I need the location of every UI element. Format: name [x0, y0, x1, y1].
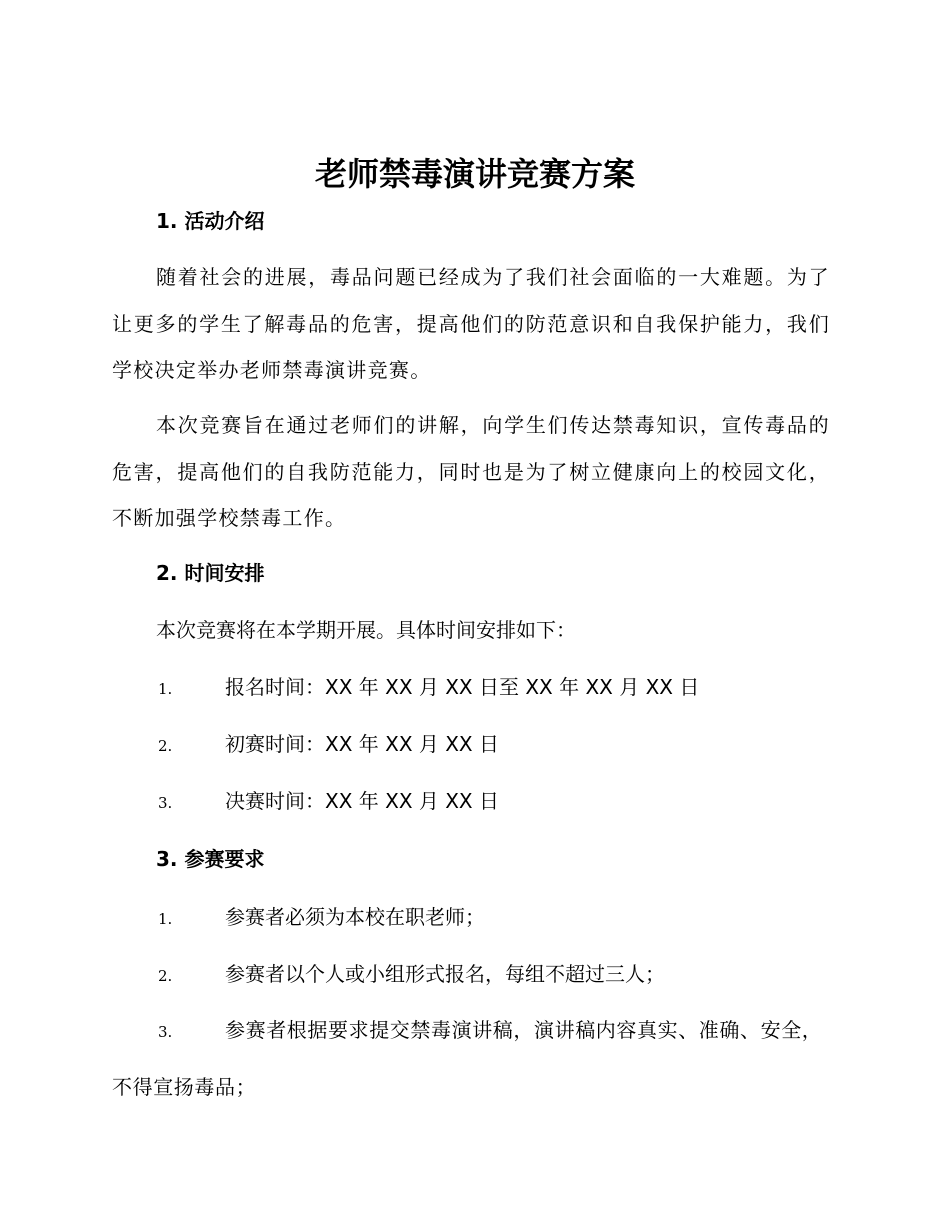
- paragraph-intro-2: 本次竞赛旨在通过老师们的讲解，向学生们传达禁毒知识，宣传毒品的危害，提高他们的自我防范能力，同时也是为了树立健康向上的校园文化，不断加强学校禁毒工作。: [112, 413, 830, 530]
- schedule-intro: 本次竞赛将在本学期开展。具体时间安排如下：: [156, 618, 576, 642]
- list-item-number: 1.: [158, 680, 173, 698]
- list-item: [0, 902, 950, 932]
- section-heading-schedule: 2. 时间安排: [156, 561, 265, 585]
- document-title: 老师禁毒演讲竞赛方案: [314, 155, 635, 193]
- list-item-number: 2.: [158, 737, 173, 755]
- list-item-text: 参赛者根据要求提交禁毒演讲稿，演讲稿内容真实、准确、安全，不得宣扬毒品；: [112, 1018, 823, 1099]
- list-item-text: 初赛时间：XX 年 XX 月 XX 日: [225, 732, 499, 756]
- list-item: [0, 959, 950, 989]
- list-item: [0, 672, 950, 702]
- list-item-text: 决赛时间：XX 年 XX 月 XX 日: [225, 789, 499, 813]
- list-item-number: 1.: [158, 910, 173, 928]
- paragraph-intro-1: 随着社会的进展，毒品问题已经成为了我们社会面临的一大难题。为了让更多的学生了解毒品的危害，提高他们的防范意识和自我保护能力，我们学校决定举办老师禁毒演讲竞赛。: [112, 265, 830, 382]
- list-item-text: 报名时间：XX 年 XX 月 XX 日至 XX 年 XX 月 XX 日: [225, 675, 700, 699]
- list-item-number: 3.: [158, 794, 173, 812]
- list-item-text: 参赛者以个人或小组形式报名，每组不超过三人；: [225, 962, 665, 986]
- list-item-number: 3.: [158, 1023, 173, 1041]
- list-item: [0, 729, 950, 759]
- section-heading-requirements: 3. 参赛要求: [156, 847, 265, 871]
- list-item-number: 2.: [158, 967, 173, 985]
- list-item-text: 参赛者必须为本校在职老师；: [225, 905, 485, 929]
- list-item: [0, 786, 950, 816]
- section-heading-activity-intro: 1. 活动介绍: [156, 209, 265, 233]
- list-item: [112, 1002, 830, 1116]
